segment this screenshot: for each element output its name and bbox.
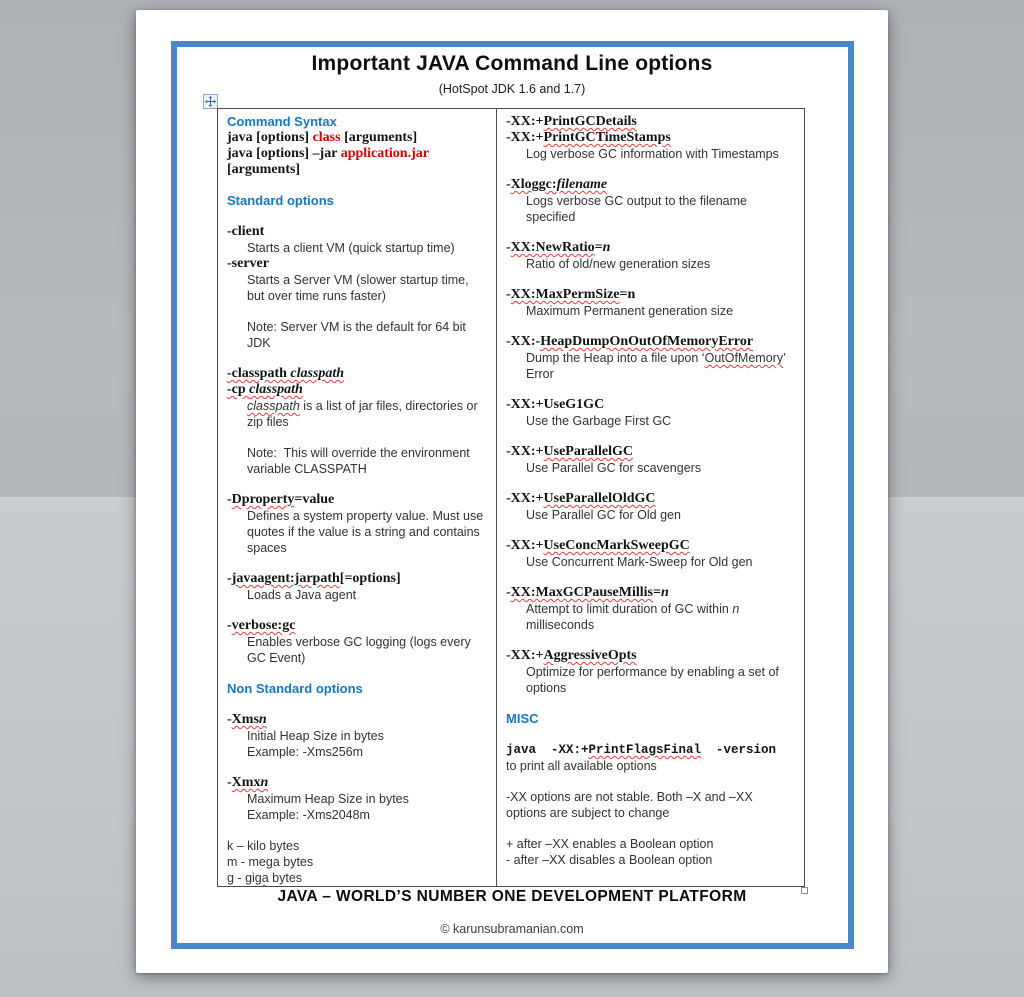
doc-text	[506, 146, 796, 162]
copyright: © karunsubramanian.com	[440, 922, 584, 936]
text-run: class	[312, 130, 341, 145]
text-run: Optimize for performance by enabling a set of options	[526, 665, 783, 695]
spacer	[506, 162, 796, 177]
command-line	[506, 742, 796, 758]
text-run: =n	[619, 287, 636, 302]
doc-text	[227, 319, 488, 351]
spacer	[227, 477, 488, 492]
text-run: [arguments]	[227, 146, 433, 177]
text-run: m - mega bytes	[227, 855, 314, 869]
text-run: =value	[294, 492, 335, 507]
text-run: PrintGCTimeStamps	[543, 130, 671, 145]
text-run: Starts a client VM (quick startup time)	[247, 241, 455, 255]
section-heading	[227, 193, 488, 209]
doc-text	[506, 413, 796, 429]
text-run: [=options]	[339, 571, 401, 586]
option-name	[227, 618, 488, 634]
doc-text	[227, 272, 488, 304]
text-run: classpath	[290, 366, 345, 381]
document-table	[217, 108, 805, 887]
doc-text	[227, 445, 488, 477]
text-run: Use Parallel GC for scavengers	[526, 461, 702, 475]
doc-text	[506, 193, 796, 225]
option-name	[227, 712, 488, 728]
text-run: bytes	[268, 871, 303, 885]
spacer	[506, 382, 796, 397]
option-name	[506, 114, 796, 130]
spacer	[506, 727, 796, 742]
text-run: -	[227, 712, 232, 727]
option-name	[506, 648, 796, 664]
option-name	[227, 366, 488, 382]
section-heading	[227, 681, 488, 697]
option-name	[227, 146, 488, 178]
text-run: Ratio of old/new generation sizes	[526, 257, 711, 271]
spacer	[227, 603, 488, 618]
text-run: Defines a system property value. Must use quotes if the value is a string and contains spaces	[247, 509, 487, 555]
text-run: -classpath	[227, 366, 291, 381]
text-run: =	[594, 240, 603, 255]
text-run: -XX:+	[506, 130, 544, 145]
doc-text	[227, 870, 488, 886]
doc-text	[506, 460, 796, 476]
text-run: -	[506, 177, 511, 192]
text-run: -XX:-	[506, 334, 541, 349]
text-run: to print all available options	[506, 759, 657, 773]
text-run: -XX:+	[506, 648, 544, 663]
text-run: - after –XX disables a Boolean option	[506, 853, 713, 867]
text-run: Maximum Permanent generation size	[526, 304, 734, 318]
text-run: -	[227, 618, 232, 633]
doc-text	[227, 634, 488, 666]
text-run: Initial Heap Size in bytes	[247, 729, 384, 743]
section-heading	[506, 711, 796, 727]
text-run: java [options] –jar	[227, 146, 341, 161]
text-run: -client	[227, 224, 265, 239]
text-run: classpath	[249, 382, 303, 397]
text-run: -XX:+	[506, 444, 544, 459]
text-run: Xloggc:	[510, 177, 557, 192]
text-run: XX:NewRatio	[510, 240, 595, 255]
text-run: Non Standard options	[227, 681, 363, 696]
text-run: is a list of jar files, directories or zip files	[247, 399, 482, 429]
text-run: milliseconds	[526, 602, 743, 632]
option-name	[506, 334, 796, 350]
text-run: -	[227, 571, 232, 586]
doc-text	[227, 240, 488, 256]
spacer	[227, 304, 488, 319]
text-run: Xmx	[231, 775, 261, 790]
text-run: -server	[227, 256, 269, 271]
text-run: Attempt to limit duration of GC within	[526, 602, 733, 616]
spacer	[506, 633, 796, 648]
spacer	[227, 697, 488, 712]
text-run: classpath	[247, 399, 300, 413]
spacer	[506, 272, 796, 287]
option-name	[506, 444, 796, 460]
text-run: Example: -Xms256m	[247, 745, 364, 759]
text-run: application.jar	[340, 146, 429, 161]
doc-text	[227, 838, 488, 854]
option-name	[506, 585, 796, 601]
spacer	[506, 821, 796, 836]
doc-text	[506, 350, 796, 382]
page-subtitle: (HotSpot JDK 1.6 and 1.7)	[438, 82, 586, 96]
text-run: Logs verbose GC output to the filename specified	[526, 194, 751, 224]
spacer	[227, 556, 488, 571]
text-run: Dump the Heap into a file upon ‘	[526, 351, 705, 365]
text-run: Example: -Xms2048m	[247, 808, 370, 822]
text-run: Standard options	[227, 193, 334, 208]
text-run: UseParallelGC	[543, 444, 633, 459]
spacer	[227, 351, 488, 366]
doc-text	[506, 554, 796, 570]
doc-text	[227, 728, 488, 744]
text-run: XX:MaxPermSize	[510, 287, 620, 302]
spacer	[227, 666, 488, 681]
text-run: UseConcMarkSweepGC	[543, 538, 690, 553]
text-run: Enables verbose GC logging (logs every GC Event)	[247, 635, 475, 665]
text-run: n	[732, 602, 740, 616]
doc-text	[506, 256, 796, 272]
spacer	[227, 209, 488, 224]
text-run: -XX:+	[506, 538, 544, 553]
text-run: -cp	[227, 382, 250, 397]
text-run: -XX:+UseG1GC	[506, 397, 605, 412]
text-run: OutOfMemory	[704, 351, 784, 365]
text-run: n	[260, 775, 269, 790]
text-run: Starts a Server VM (slower startup time, but over time runs faster)	[247, 273, 473, 303]
text-run: ’ Error	[526, 351, 789, 381]
doc-text	[227, 744, 488, 760]
text-run: Note: Server VM is the default for 64 bit JDK	[247, 320, 470, 350]
text-run: -	[506, 240, 511, 255]
doc-text	[506, 789, 796, 821]
text-run: Use Parallel GC for Old gen	[526, 508, 681, 522]
text-run: [arguments]	[340, 130, 418, 145]
spacer	[506, 570, 796, 585]
option-name	[227, 571, 488, 587]
spacer	[227, 760, 488, 775]
text-run: =	[653, 585, 661, 600]
table-move-handle-icon[interactable]	[203, 94, 218, 109]
doc-text	[506, 758, 796, 774]
document-page	[136, 10, 888, 973]
option-name	[506, 240, 796, 256]
option-name	[227, 130, 488, 146]
text-run: Dproperty	[231, 492, 295, 507]
text-run: Xms	[231, 712, 259, 727]
option-name	[506, 177, 796, 193]
doc-text	[506, 664, 796, 696]
text-run: verbose:gc	[231, 618, 296, 633]
text-run: -XX:+	[506, 114, 544, 129]
text-run: java [options]	[227, 130, 313, 145]
doc-text	[506, 836, 796, 852]
text-run: Note: This will override the environment variable CLASSPATH	[247, 446, 474, 476]
text-run: Use the Garbage First GC	[526, 414, 672, 428]
option-name	[506, 397, 796, 413]
text-run: -	[227, 492, 232, 507]
text-run: -	[227, 775, 232, 790]
option-name	[227, 775, 488, 791]
text-run: AggressiveOpts	[543, 648, 637, 663]
text-run: java -XX:+	[506, 743, 589, 757]
text-run: -XX:+	[506, 491, 544, 506]
text-run: Use Concurrent Mark-Sweep for Old gen	[526, 555, 753, 569]
option-name	[506, 287, 796, 303]
option-name	[227, 382, 488, 398]
spacer	[506, 429, 796, 444]
spacer	[506, 319, 796, 334]
spacer	[506, 476, 796, 491]
text-run: + after –XX enables a Boolean option	[506, 837, 714, 851]
doc-text	[506, 601, 796, 633]
text-run: Maximum Heap Size in bytes	[247, 792, 409, 806]
right-column	[497, 109, 804, 886]
option-name	[227, 256, 488, 272]
doc-text	[227, 587, 488, 603]
text-run: -	[506, 287, 511, 302]
left-column	[218, 109, 497, 886]
text-run: PrintFlagsFinal	[588, 743, 702, 757]
spacer	[227, 430, 488, 445]
text-run: HeapDumpOnOutOfMemoryError	[540, 334, 754, 349]
text-run: n	[660, 585, 669, 600]
doc-text	[227, 807, 488, 823]
text-run: -version	[701, 743, 777, 757]
text-run: XX:MaxGCPauseMillis	[510, 585, 653, 600]
section-heading	[227, 114, 488, 130]
doc-text	[227, 508, 488, 556]
option-name	[506, 130, 796, 146]
doc-text	[506, 852, 796, 868]
tagline: JAVA – WORLD’S NUMBER ONE DEVELOPMENT PLATFORM	[277, 888, 747, 905]
text-run: n	[602, 240, 611, 255]
doc-text	[227, 398, 488, 430]
text-run: MISC	[506, 711, 539, 726]
text-run: Command Syntax	[227, 114, 337, 129]
text-run: -	[506, 585, 511, 600]
text-run: javaagent:jarpath	[231, 571, 340, 586]
spacer	[506, 696, 796, 711]
move-cross-icon	[205, 96, 216, 107]
text-run: Log verbose GC information with Timestamps	[526, 147, 779, 161]
spacer	[506, 225, 796, 240]
option-name	[227, 224, 488, 240]
text-run: Loads a Java agent	[247, 588, 357, 602]
option-name	[506, 538, 796, 554]
text-run: UseParallelOldGC	[543, 491, 656, 506]
option-name	[227, 492, 488, 508]
spacer	[506, 774, 796, 789]
doc-text	[506, 303, 796, 319]
option-name	[506, 491, 796, 507]
doc-text	[227, 854, 488, 870]
text-run: n	[258, 712, 267, 727]
spacer	[227, 178, 488, 193]
text-run: -XX options are not stable. Both –X and –XX options are subject to change	[506, 790, 757, 820]
spacer	[506, 523, 796, 538]
doc-text	[506, 507, 796, 523]
spacer	[227, 823, 488, 838]
doc-text	[227, 791, 488, 807]
text-run: g -	[227, 871, 246, 885]
text-run: filename	[556, 177, 608, 192]
text-run: k – kilo bytes	[227, 839, 300, 853]
text-run: giga	[245, 871, 269, 885]
text-run: PrintGCDetails	[543, 114, 637, 129]
page-title: Important JAVA Command Line options	[311, 52, 713, 75]
